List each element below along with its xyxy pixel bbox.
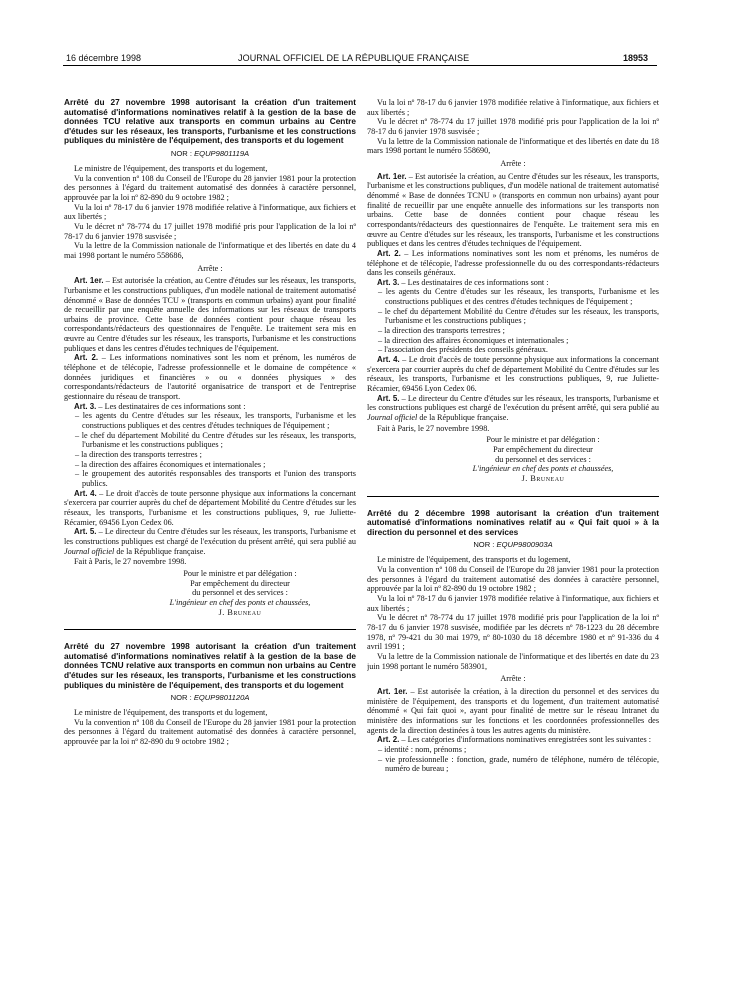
- article-label: Art. 4.: [377, 355, 400, 365]
- signatory-title: L'ingénieur en chef des ponts et chaussées,: [169, 597, 311, 607]
- right-column: [367, 98, 659, 978]
- decree-title: Arrêté du 27 novembre 1998 autorisant la création d'un traitement automatisé d'informations nominatives relatif à la gestion de la base de données TCNU relative aux transports en commun non urbains au Centre d'études sur les réseaux, les transports, l'urbanisme et les constructions publiques du ministère de l'équipement, des transports et du logement: [64, 641, 356, 690]
- article-text: – Le directeur du Centre d'études sur les réseaux, les transports, l'urbanisme et les constructions publiques est chargé de l'exécution du présent arrêté, qui sera publié au: [64, 527, 356, 546]
- article-text: – Les catégories d'informations nominatives enregistrées sont les suivantes :: [399, 735, 651, 745]
- nor-line: [64, 148, 356, 159]
- article-1: [367, 687, 659, 735]
- paragraph: Vu la lettre de la Commission nationale de l'informatique et des libertés en date du 4 mai 1998 portant le numéro 558686,: [64, 241, 356, 260]
- category-list: [367, 745, 659, 774]
- article-text: – Est autorisée la création, au Centre d'études sur les réseaux, les transports, l'urbanisme et les constructions publiques, d'un modèle national de traitement automatisé dénommé « Base de données TCNU » (transports en commun non urbains) ayant pour finalité de recueillir par une enquête annuelle des informations sur les transports non urbains. Cette base de données contient pour chaque réseau les correspondants/rédacteurs des questionnaires de l'enquête. Le traitement sera mis en œuvre au Centre d'études sur les réseaux, les transports, l'urbanisme et les constructions publiques et dans les centres d'études techniques de l'équipement.: [367, 171, 659, 249]
- paragraph: Le ministre de l'équipement, des transports et du logement,: [74, 163, 268, 173]
- list-item: – la direction des transports terrestres ;: [378, 326, 505, 336]
- article-text: de la République française.: [417, 413, 509, 422]
- left-column: [64, 98, 356, 978]
- nor-code: EQUP9801120A: [193, 693, 250, 703]
- signing-date: Fait à Paris, le 27 novembre 1998.: [377, 423, 490, 433]
- nor-label: NOR :: [473, 540, 497, 550]
- nor-label: NOR :: [170, 148, 195, 158]
- header-date: 16 décembre 1998: [66, 53, 142, 63]
- signatory-title: L'ingénieur en chef des ponts et chaussées,: [472, 464, 614, 474]
- article-label: Art. 5.: [74, 527, 97, 537]
- recipient-list: [367, 287, 659, 355]
- article-1: [367, 172, 659, 249]
- article-text: – Les destinataires de ces informations sont :: [96, 401, 246, 411]
- signature-line: Par empêchement du directeur: [493, 444, 593, 454]
- article-text: – Est autorisée la création, au Centre d'études sur les réseaux, les transports, l'urbanisme et les constructions publiques, d'un modèle national de traitement automatisé dénommé « Base de données TCU » (transports en commun urbains) ayant pour finalité de recueillir par une enquête annuelle des informations sur les réseaux de transports urbains de province. Cette base de données contient pour chaque réseau les correspondants/rédacteurs des questionnaires de l'enquête. Le traitement sera mis en œuvre au Centre d'études sur les réseaux, les transports, l'urbanisme et les constructions publiques et dans les centres d'études techniques de l'équipement.: [64, 276, 356, 353]
- paragraph: Le ministre de l'équipement, des transports et du logement,: [377, 555, 571, 565]
- article-label: Art. 2.: [377, 735, 400, 745]
- nor-line: [64, 692, 356, 703]
- signature-line: [427, 464, 659, 474]
- decree-title: Arrêté du 27 novembre 1998 autorisant la création d'un traitement automatisé d'informations nominatives relatif à la gestion de la base de données TCU relative aux transports en commun urbains au Centre d'études sur les réseaux, les transports, l'urbanisme et les constructions publiques du ministère de l'équipement, des transports et du logement: [64, 98, 356, 146]
- list-item: – la direction des transports terrestres ;: [75, 450, 202, 459]
- article-label: Art. 3.: [377, 277, 400, 287]
- section-divider: [64, 629, 356, 630]
- arrete-heading: Arrête :: [500, 674, 526, 684]
- signature-line: Pour le ministre et par délégation :: [486, 435, 600, 445]
- signature-line: [124, 598, 356, 608]
- article-text: – Est autorisée la création, à la direction du personnel et des services du ministère de l'équipement, des transports et du logement, d'un traitement automatisé dénommé « Qui fait quoi », ayant pour finalité de mettre sur le réseau Intranet du ministère des informations sur les fonctions et les coordonnées professionnelles des agents de la direction destinées à tous les autres agents du ministère.: [367, 686, 659, 735]
- article-3: [64, 402, 356, 412]
- header-page-number: 18953: [623, 53, 649, 63]
- signature-line: du personnel et des services :: [495, 454, 591, 464]
- page-header: [0, 0, 731, 74]
- article-label: Art. 1er.: [377, 171, 407, 181]
- article-label: Art. 2.: [74, 353, 99, 363]
- paragraph: Le ministre de l'équipement, des transports et du logement,: [74, 708, 268, 718]
- arrete-heading: Arrête :: [197, 263, 223, 273]
- article-text: – Le droit d'accès de toute personne physique aux informations la concernant s'exercera par courrier auprès du chef de département Mobilité du Centre d'études sur les réseaux, les transports, l'urbanisme et les constructions publiques, 9, rue Juliette-Récamier, 69456 Lyon Cedex 06.: [367, 355, 659, 394]
- header-journal-title: JOURNAL OFFICIEL DE LA RÉPUBLIQUE FRANÇAISE: [238, 53, 470, 63]
- nor-line: [367, 539, 659, 550]
- article-label: Art. 4.: [74, 488, 97, 498]
- arrete-heading: Arrête :: [500, 158, 526, 168]
- signature-line: du personnel et des services :: [192, 588, 288, 598]
- list-item: – la direction des affaires économiques et internationales ;: [75, 459, 266, 469]
- signatory-name: J. Bruneau: [521, 473, 565, 483]
- article-2: [367, 735, 659, 745]
- nor-code: EQUP9801119A: [194, 148, 250, 158]
- article-label: Art. 1er.: [377, 686, 408, 696]
- list-item: – le chef du département Mobilité du Centre d'études sur les réseaux, les transports, l'urbanisme et les constructions publiques ;: [75, 430, 356, 450]
- signing-date: Fait à Paris, le 27 novembre 1998.: [74, 557, 187, 567]
- journal-officiel-ref: Journal officiel: [64, 546, 115, 556]
- article-label: Art. 1er.: [74, 276, 104, 286]
- signatory-name: J. Bruneau: [218, 607, 262, 617]
- list-item: – le chef du département Mobilité du Centre d'études sur les réseaux, les transports, l'urbanisme et les constructions publiques ;: [378, 306, 659, 326]
- article-label: Art. 2.: [377, 248, 401, 258]
- nor-label: NOR :: [170, 693, 194, 703]
- journal-officiel-ref: Journal officiel: [367, 413, 418, 422]
- article-5: [367, 394, 659, 423]
- list-item: – le groupement des autorités responsables des transports et l'union des transports publics.: [75, 469, 356, 488]
- paragraph: Vu la loi nº 78-17 du 6 janvier 1978 modifiée relative à l'informatique, aux fichiers et aux libertés ;: [367, 98, 659, 117]
- article-text: – Les informations nominatives sont les nom et prénoms, les numéros de téléphone et de télécopie, l'adresse professionnelle du ou des correspondants-rédacteurs dans les conseils généraux.: [367, 248, 659, 278]
- paragraph: Vu la loi nº 78-17 du 6 janvier 1978 modifiée relative à l'informatique, aux fichiers et aux libertés ;: [64, 202, 356, 222]
- article-3: [367, 278, 659, 288]
- article-2: [367, 249, 659, 278]
- paragraph: Vu le décret nº 78-774 du 17 juillet 1978 modifié pris pour l'application de la loi nº 78-17 du 6 janvier 1978 susvisée ;: [367, 117, 659, 136]
- paragraph: Vu la lettre de la Commission nationale de l'informatique et des libertés en date du 23 juin 1998 portant le numéro 583901,: [367, 651, 659, 671]
- paragraph: Vu le décret nº 78-774 du 17 juillet 1978 modifié pris pour l'application de la loi nº 78-17 du 6 janvier 1978 susvisée, modifiée par les décrets nº 78-1223 du 28 décembre 1978, nº 79-421 du 30 mai 1979, nº 80-1030 du 18 décembre 1980 et nº 91-336 du 4 avril 1991 ;: [367, 613, 659, 652]
- article-2: [64, 353, 356, 401]
- decree-tcu: [64, 98, 356, 617]
- article-text: – Les informations nominatives sont les nom et prénom, les numéros de téléphone et de télécopie, l'adresse professionnelle et le domaine de compétence « données juridiques et financières » ou « données physiques » des correspondants/rédacteurs de l'autorité organisatrice de transport et de l'entreprise gestionnaire du réseau de transport.: [64, 353, 356, 402]
- article-label: Art. 5.: [377, 393, 400, 403]
- signature-line: Par empêchement du directeur: [190, 578, 290, 588]
- paragraph: Vu la lettre de la Commission nationale de l'informatique et des libertés en date du 18 mars 1998 portant le numéro 558690,: [367, 136, 659, 156]
- article-text: – Les destinataires de ces informations sont :: [399, 277, 549, 287]
- article-text: – Le droit d'accès de toute personne physique aux informations la concernant s'exercera par courrier auprès du chef de département Mobilité du Centre d'études sur les réseaux, les transports, l'urbanisme et les constructions publiques, 9, rue Juliette-Récamier, 69456 Lyon Cedex 06.: [64, 488, 356, 527]
- recipient-list: [64, 411, 356, 488]
- article-5: [64, 527, 356, 556]
- list-item: – vie professionnelle : fonction, grade, numéro de téléphone, numéro de télécopie, numéro de bureau ;: [378, 754, 659, 774]
- list-item: – les agents du Centre d'études sur les réseaux, les transports, l'urbanisme et les constructions publiques et des centres d'études techniques de l'équipement ;: [75, 411, 356, 431]
- decree-title: Arrêté du 2 décembre 1998 autorisant la création d'un traitement automatisé d'informations nominatives relatif au « Qui fait quoi » à la direction du personnel et des services: [367, 507, 659, 537]
- decree-tcnu-continued: [367, 98, 659, 484]
- section-divider: [367, 496, 659, 497]
- paragraph: Vu le décret nº 78-774 du 17 juillet 1978 modifié pris pour l'application de la loi nº 78-17 du 6 janvier 1978 susvisée ;: [64, 221, 356, 241]
- article-text: – Le directeur du Centre d'études sur les réseaux, les transports, l'urbanisme et les constructions publiques est chargé de l'exécution du présent arrêté, qui sera publié au: [367, 393, 659, 413]
- list-item: – la direction des affaires économiques et internationales ;: [378, 335, 569, 345]
- list-item: – les agents du Centre d'études sur les réseaux, les transports, l'urbanisme et les constructions publiques et des centres d'études techniques de l'équipement ;: [378, 287, 659, 307]
- article-label: Art. 3.: [74, 401, 97, 411]
- paragraph: Vu la loi nº 78-17 du 6 janvier 1978 modifiée relative à l'informatique, aux fichiers et aux libertés ;: [367, 594, 659, 613]
- signature-line: Pour le ministre et par délégation :: [183, 568, 297, 578]
- decree-qui-fait-quoi: [367, 509, 659, 774]
- paragraph: Vu la convention nº 108 du Conseil de l'Europe du 28 janvier 1981 pour la protection des personnes à l'égard du traitement automatisé des données à caractère personnel, approuvée par la loi nº 82-890 du 9 octobre 1982 ;: [64, 173, 356, 202]
- decree-tcnu: [64, 642, 356, 747]
- list-item: – identité : nom, prénoms ;: [378, 744, 467, 754]
- article-1: [64, 276, 356, 353]
- article-4: [367, 355, 659, 394]
- list-item: – l'association des présidents des conseils généraux.: [378, 345, 548, 355]
- nor-code: EQUP9800903A: [496, 540, 553, 550]
- paragraph: Vu la convention nº 108 du Conseil de l'Europe du 28 janvier 1981 pour la protection des personnes à l'égard du traitement automatisé des données à caractère personnel, approuvée par la loi nº 82-890 du 19 octobre 1982 ;: [367, 565, 659, 594]
- article-4: [64, 489, 356, 528]
- paragraph: Vu la convention nº 108 du Conseil de l'Europe du 28 janvier 1981 pour la protection des personnes à l'égard du traitement automatisé des données à caractère personnel, approuvée par la loi nº 82-890 du 9 octobre 1982 ;: [64, 717, 356, 747]
- article-text: de la République française.: [114, 546, 206, 556]
- header-rule: [63, 65, 657, 66]
